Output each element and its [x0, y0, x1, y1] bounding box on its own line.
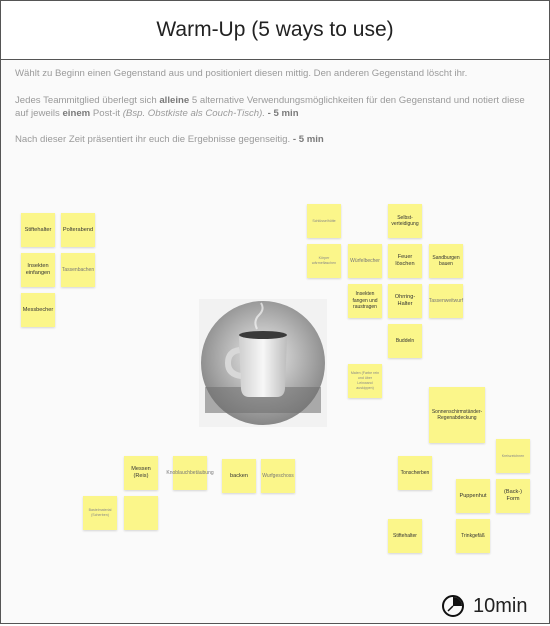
- instruction-2-einem: einem: [62, 108, 91, 119]
- sticky-note[interactable]: Buddeln: [388, 324, 422, 358]
- instruction-2-time: - 5 min: [265, 108, 299, 119]
- sticky-note[interactable]: Wurfgeschoss: [261, 459, 295, 493]
- sticky-note[interactable]: Polterabend: [61, 213, 95, 247]
- sticky-note[interactable]: Schlüsselhütte: [307, 204, 341, 238]
- sticky-note[interactable]: Körper wärmeflaschen: [307, 244, 341, 278]
- instruction-2-a: Jedes Teammitglied überlegt sich: [15, 95, 160, 106]
- sticky-note[interactable]: Messbecher: [21, 293, 55, 327]
- instruction-2: [15, 94, 535, 120]
- sticky-note[interactable]: Knoblauchbetäubung: [173, 456, 207, 490]
- sticky-note[interactable]: Stiftehalter: [388, 519, 422, 553]
- header: [1, 1, 549, 60]
- instruction-2-c: 5 alternative Verwendungsmöglichkeiten für den Gegenstand und notiert diese auf jeweils: [15, 95, 525, 119]
- sticky-note[interactable]: Sonnenschirmständer-Regenabdeckung: [429, 387, 485, 443]
- sticky-note[interactable]: Tassenweitwurf: [429, 284, 463, 318]
- instruction-3: [15, 133, 535, 146]
- timer-icon: [441, 594, 465, 618]
- sticky-note[interactable]: Puppenhut: [456, 479, 490, 513]
- sticky-note[interactable]: backen: [222, 459, 256, 493]
- sticky-note[interactable]: Würfelbecher: [348, 244, 382, 278]
- sticky-note[interactable]: Insekten einfangen: [21, 253, 55, 287]
- instruction-1-text: Wählt zu Beginn einen Gegenstand aus und positioniert diesen mittig. Den anderen Gegenstand löscht ihr.: [15, 68, 468, 79]
- instruction-2-alleine: alleine: [159, 95, 190, 106]
- sticky-note[interactable]: Messen (Reis): [124, 456, 158, 490]
- sticky-note[interactable]: Tonscherben: [398, 456, 432, 490]
- instruction-1: [15, 67, 535, 80]
- sticky-note[interactable]: Ohrring-Halter: [388, 284, 422, 318]
- sticky-note[interactable]: Feuer löschen: [388, 244, 422, 278]
- instruction-3-time: - 5 min: [290, 134, 324, 145]
- sticky-note[interactable]: (Back-) Form: [496, 479, 530, 513]
- page-title: Warm-Up (5 ways to use): [156, 18, 394, 41]
- sticky-note[interactable]: Trinkgefäß: [456, 519, 490, 553]
- mug-image[interactable]: [199, 299, 327, 427]
- sticky-note[interactable]: Malen (Farbe rein und über Leinwand auskippen): [348, 364, 382, 398]
- sticky-note[interactable]: Selbst-verteidigung: [388, 204, 422, 238]
- timer-label: 10min: [473, 594, 528, 617]
- instruction-3-text: Nach dieser Zeit präsentiert ihr euch die Ergebnisse gegenseitig.: [15, 134, 291, 145]
- sticky-note[interactable]: Insekten fangen und raustragen: [348, 284, 382, 318]
- instruction-2-e: Post-it: [90, 108, 123, 119]
- sticky-note[interactable]: Sandburgen bauen: [429, 244, 463, 278]
- timer[interactable]: [441, 593, 527, 619]
- sticky-note[interactable]: Bastelmaterial (Scherben): [83, 496, 117, 530]
- sticky-note[interactable]: Kreiszeichnen: [496, 439, 530, 473]
- sticky-note[interactable]: Tassenbachen: [61, 253, 95, 287]
- instruction-2-example: (Bsp. Obstkiste als Couch-Tisch).: [122, 108, 265, 119]
- mug-photo-icon: [199, 299, 327, 427]
- sticky-note[interactable]: Stiftehalter: [21, 213, 55, 247]
- sticky-note[interactable]: [124, 496, 158, 530]
